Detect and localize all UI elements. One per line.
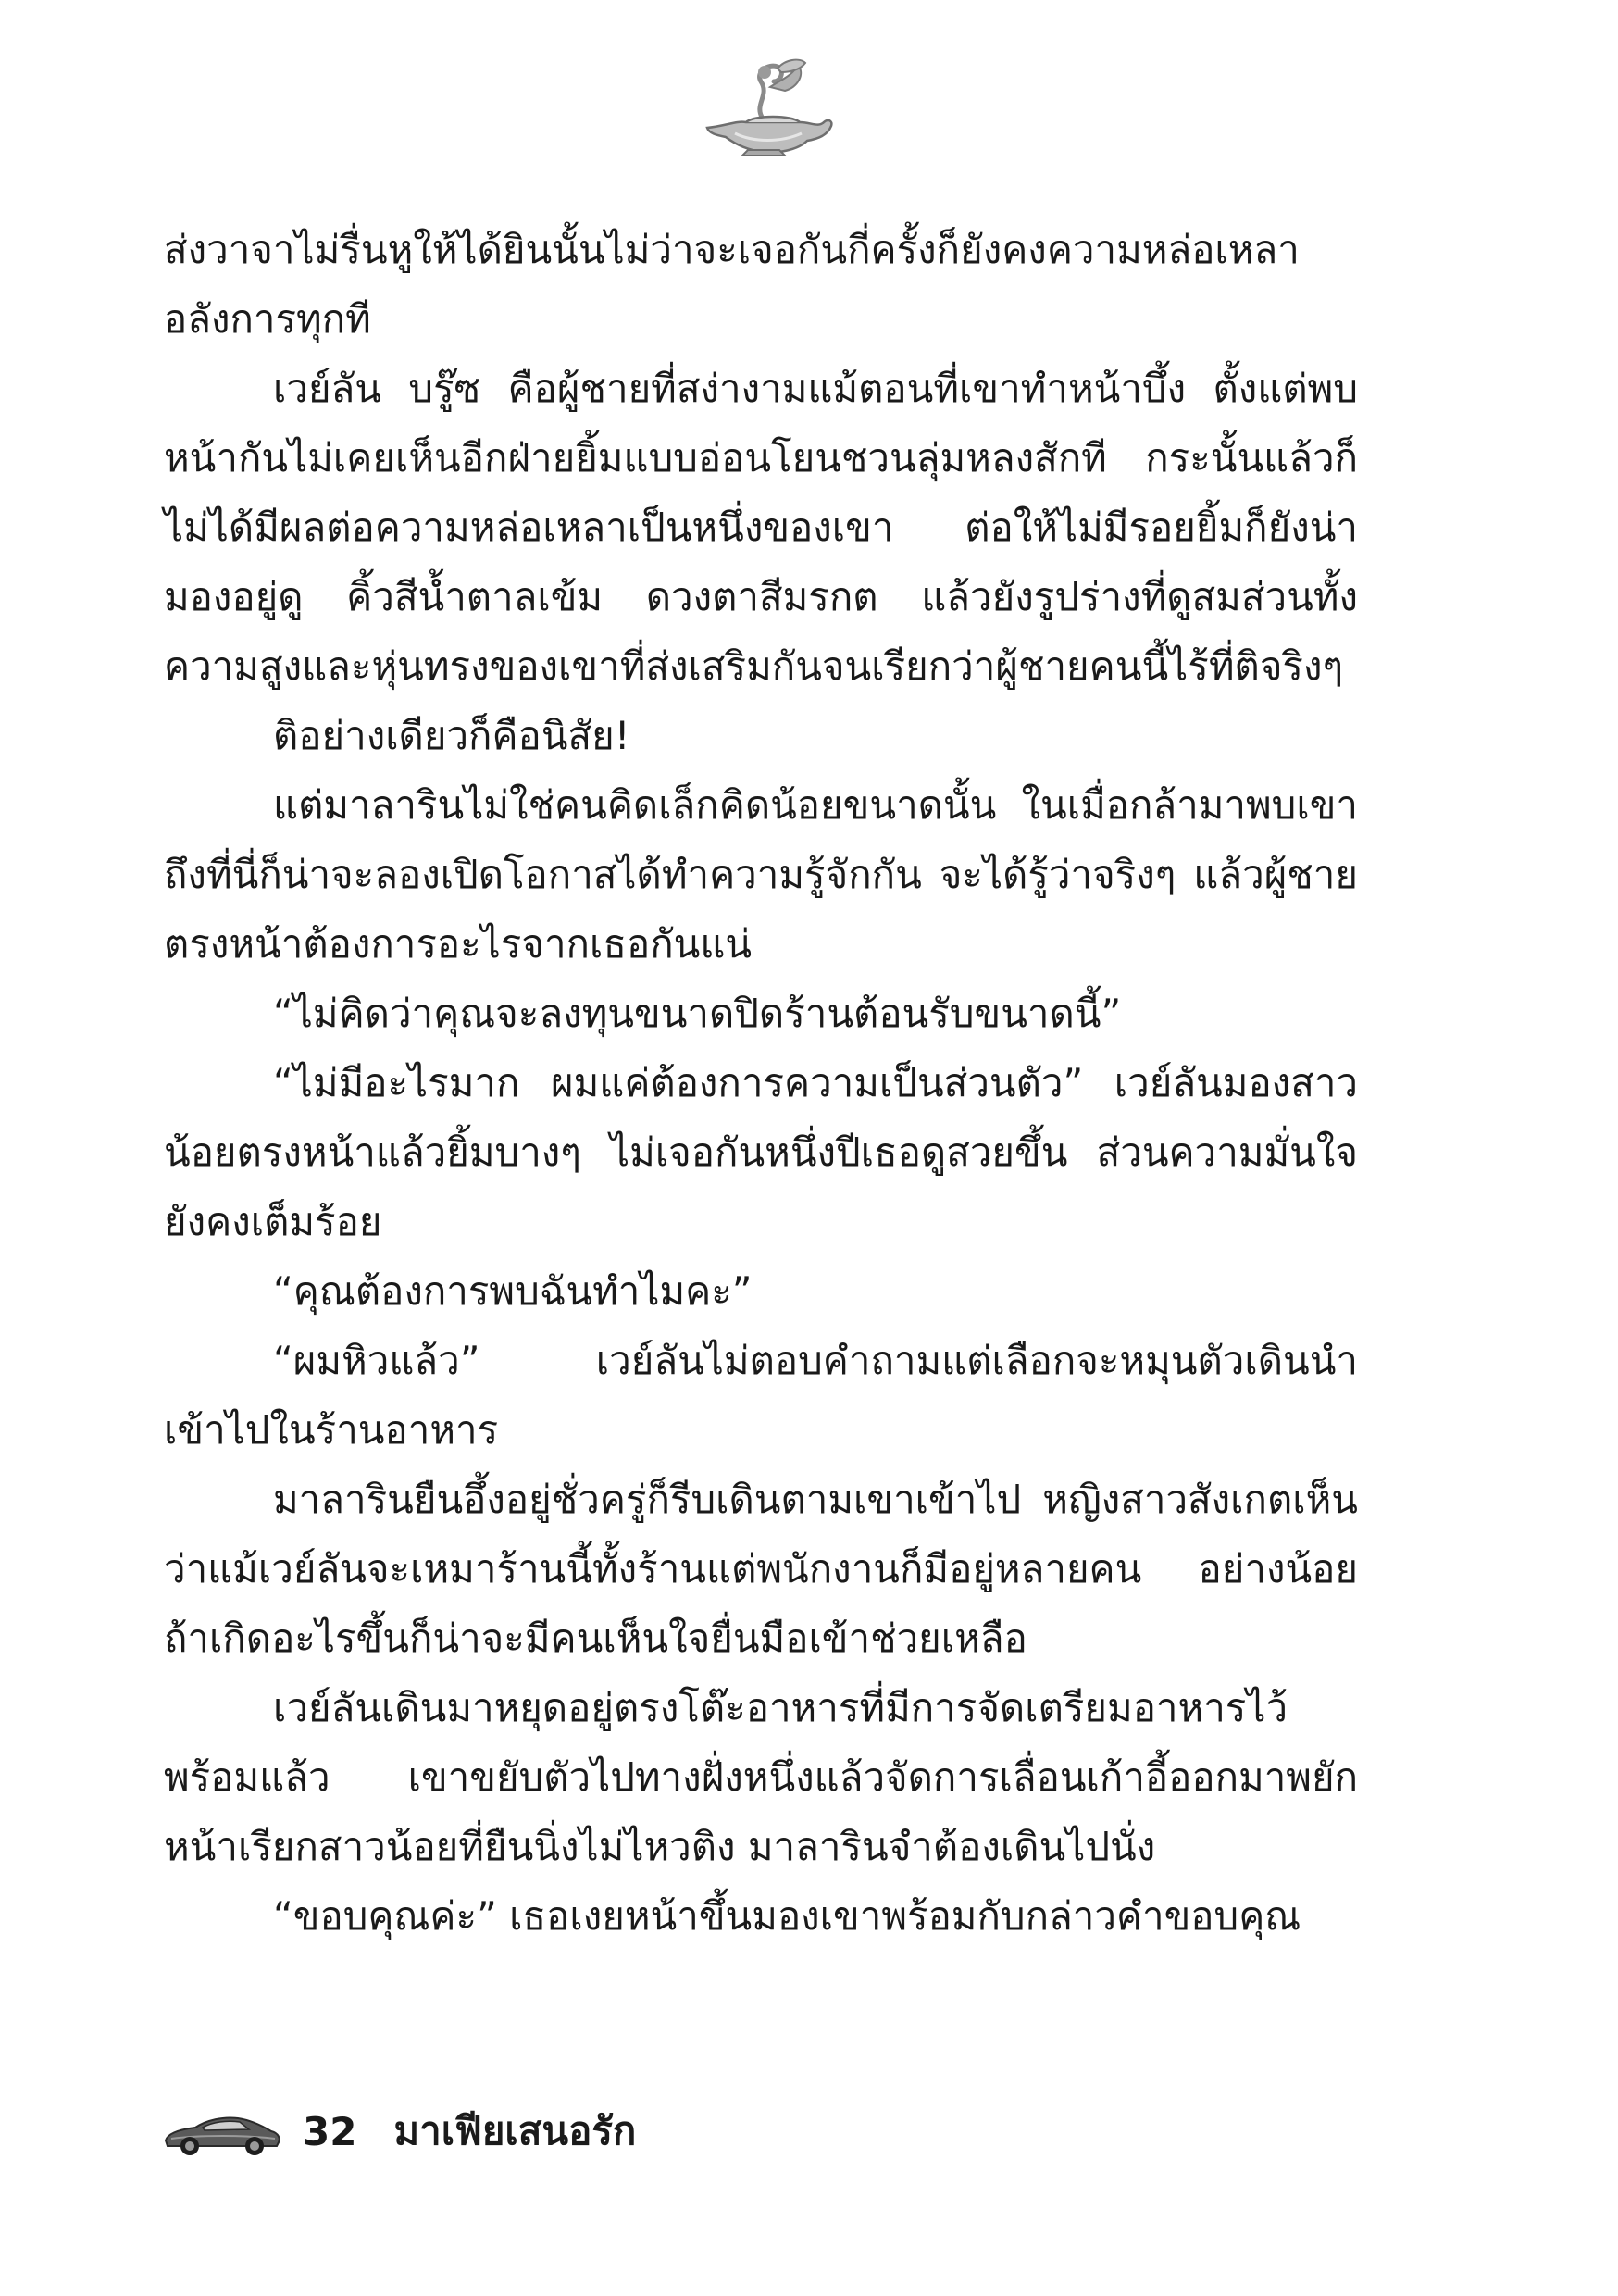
paragraph: เวย์ลัน บรู๊ซ คือผู้ชายที่สง่างามแม้ตอนที่เขาทำหน้าบึ้ง ตั้งแต่พบหน้ากันไม่เคยเห็นอีกฝ่ายยิ้มแบบอ่อนโยนชวนลุ่มหลงสักที กระนั้นแล้วก็ไม่ได้มีผลต่อความหล่อเหลาเป็นหนึ่งของเขา ต่อให้ไม่มีรอยยิ้มก็ยังน่ามองอยู่ดู คิ้วสีน้ำตาลเข้ม ดวงตาสีมรกต แล้วยังรูปร่างที่ดูสมส่วนทั้งความสูงและหุ่นทรงของเขาที่ส่งเสริมกันจนเรียกว่าผู้ชายคนนี้ไร้ที่ติจริงๆ (164, 366, 1358, 689)
book-title: มาเฟียเสนอรัก (393, 2108, 637, 2153)
paragraph: ส่งวาจาไม่รื่นหูให้ได้ยินนั้นไม่ว่าจะเจอกันกี่ครั้งก็ยังคงความหล่อเหลาอลังการทุกที (164, 227, 1300, 342)
page-footer (162, 2094, 636, 2168)
paragraph: เวย์ลันเดินมาหยุดอยู่ตรงโต๊ะอาหารที่มีการจัดเตรียมอาหารไว้พร้อมแล้ว เขาขยับตัวไปทางฝั่งหนึ่งแล้วจัดการเลื่อนเก้าอี้ออกมาพยักหน้าเรียกสาวน้อยที่ยืนนิ่งไม่ไหวติง มาลารินจำต้องเดินไปนั่ง (164, 1685, 1358, 1869)
paragraph: ติอย่างเดียวก็คือนิสัย! (273, 713, 630, 758)
sports-car-icon (162, 2103, 282, 2159)
page-number: 32 (303, 2108, 357, 2154)
paragraph: “ผมหิวแล้ว” เวย์ลันไม่ตอบคำถามแต่เลือกจะหมุนตัวเดินนำเข้าไปในร้านอาหาร (164, 1338, 1358, 1453)
paragraph: แต่มาลารินไม่ใช่คนคิดเล็กคิดน้อยขนาดนั้น ในเมื่อกล้ามาพบเขาถึงที่นี่ก็น่าจะลองเปิดโอกาสได้ทำความรู้จักกัน จะได้รู้ว่าจริงๆ แล้วผู้ชายตรงหน้าต้องการอะไรจากเธอกันแน่ (164, 782, 1358, 967)
paragraph: “ไม่มีอะไรมาก ผมแค่ต้องการความเป็นส่วนตัว” เวย์ลันมองสาวน้อยตรงหน้าแล้วยิ้มบางๆ ไม่เจอกันหนึ่งปีเธอดูสวยขึ้น ส่วนความมั่นใจยังคงเต็มร้อย (164, 1060, 1358, 1244)
paragraph: “คุณต้องการพบฉันทำไมคะ” (273, 1268, 753, 1314)
genie-lamp-icon (689, 54, 837, 165)
paragraph: มาลารินยืนอึ้งอยู่ชั่วครู่ก็รีบเดินตามเขาเข้าไป หญิงสาวสังเกตเห็นว่าแม้เวย์ลันจะเหมาร้านนี้ทั้งร้านแต่พนักงานก็มีอยู่หลายคน อย่างน้อยถ้าเกิดอะไรขึ้นก็น่าจะมีคนเห็นใจยื่นมือเข้าช่วยเหลือ (164, 1477, 1358, 1661)
paragraph: “ไม่คิดว่าคุณจะลงทุนขนาดปิดร้านต้อนรับขนาดนี้” (273, 991, 1122, 1036)
paragraph: “ขอบคุณค่ะ” เธอเงยหน้าขึ้นมองเขาพร้อมกับกล่าวคำขอบคุณ (273, 1893, 1301, 1939)
body-text (164, 215, 1358, 1951)
